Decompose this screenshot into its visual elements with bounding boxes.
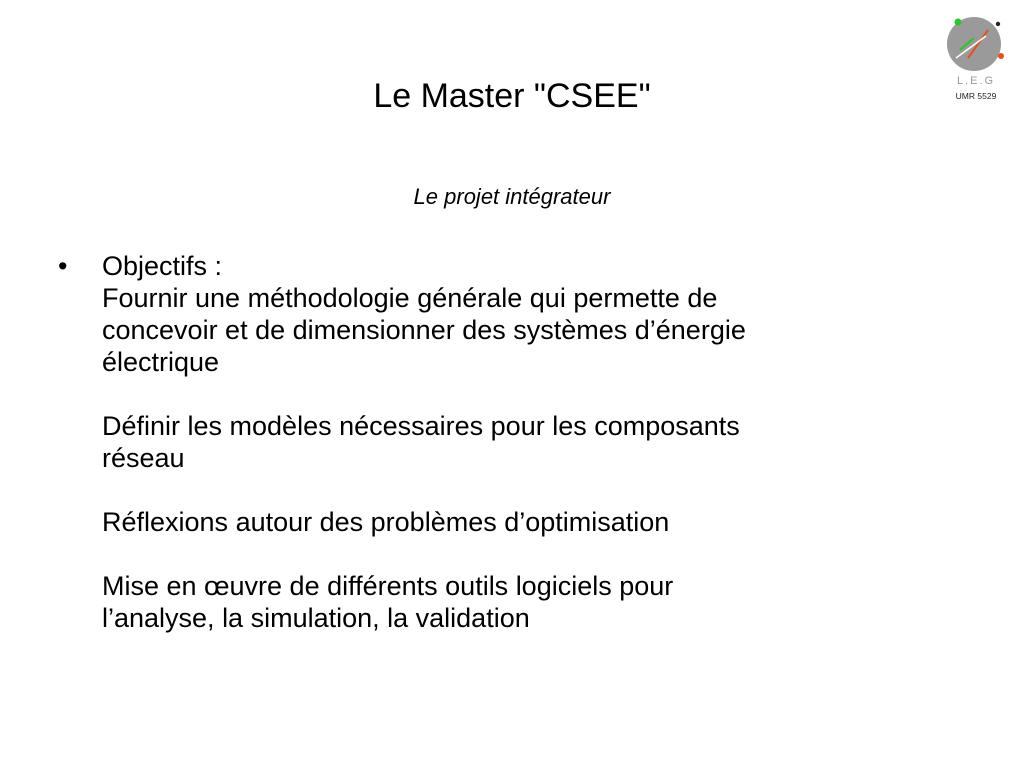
paragraph-optimisation: [102, 506, 958, 538]
logo-red-dot-icon: [998, 53, 1004, 59]
logo-dark-dot-icon: [996, 22, 1000, 26]
slide-content: [58, 250, 958, 634]
slide-title: Le Master "CSEE": [373, 77, 651, 115]
paragraph-line: Mise en œuvre de différents outils logiciels pour: [102, 571, 674, 601]
paragraph-line: concevoir et de dimensionner des systèmes d’énergie: [102, 315, 746, 345]
logo-green-dot-icon: [955, 19, 962, 26]
paragraph-line: réseau: [102, 443, 185, 473]
paragraph-models: [102, 410, 958, 474]
bullet-icon: •: [58, 251, 68, 281]
paragraph-line: Fournir une méthodologie générale qui permette de: [102, 283, 718, 313]
logo-letters: L.E.G: [956, 75, 996, 87]
bullet-heading: Objectifs :: [102, 251, 223, 281]
paragraph-line: Réflexions autour des problèmes d’optimisation: [102, 507, 670, 537]
paragraph-tools: [102, 570, 958, 634]
paragraph-line: l’analyse, la simulation, la validation: [102, 603, 530, 633]
slide-subtitle: Le projet intégrateur: [413, 184, 611, 209]
paragraph-methodology: [102, 282, 958, 378]
logo-unit: UMR 5529: [955, 91, 997, 101]
paragraph-line: électrique: [102, 347, 220, 377]
paragraph-spacer: [102, 538, 958, 570]
paragraph-spacer: [102, 474, 958, 506]
paragraph-spacer: [102, 378, 958, 410]
bullet-item-objectifs: [58, 250, 958, 634]
paragraph-line: Définir les modèles nécessaires pour les composants: [102, 411, 740, 441]
